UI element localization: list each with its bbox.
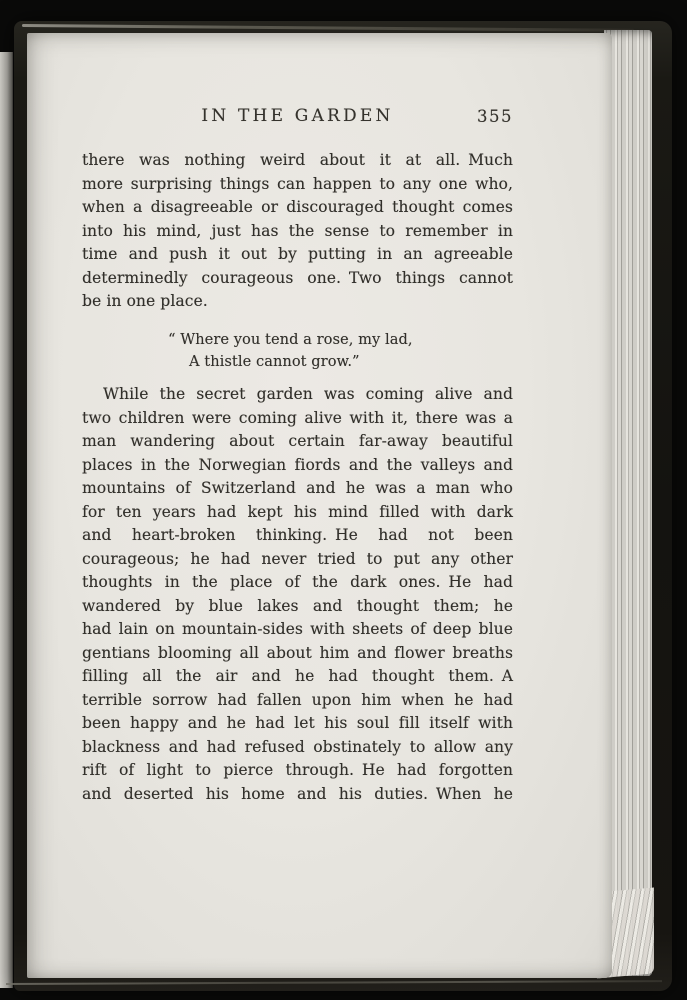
text-line: terrible sorrow had fallen upon him when he had: [82, 690, 513, 709]
book-page: [27, 33, 612, 978]
text-line: filling all the air and he had thought them. A: [82, 667, 513, 685]
text-line: for ten years had kept his mind filled with dark: [82, 502, 513, 521]
text-line: wandered by blue lakes and thought them; he: [82, 596, 513, 615]
text-line: there was nothing weird about it at all. Much: [82, 151, 513, 169]
paragraph-1: [82, 149, 513, 314]
text-line: time and push it out by putting in an agreeable: [82, 245, 513, 263]
verse-line: “ Where you tend a rose, my lad,: [168, 332, 413, 348]
text-line: more surprising things can happen to any one who,: [82, 174, 513, 193]
paragraph-2: [82, 383, 513, 806]
text-line: places in the Norwegian fiords and the valleys and: [82, 455, 513, 474]
text-line: While the secret garden was coming alive and: [103, 385, 513, 403]
text-line: courageous; he had never tried to put any other: [82, 549, 513, 568]
text-line: and deserted his home and his duties. When he: [82, 784, 513, 803]
text-line: determinedly courageous one. Two things cannot: [82, 268, 513, 287]
text-line: when a disagreeable or discouraged thought comes: [82, 198, 513, 216]
text-line: had lain on mountain-sides with sheets of deep blue: [82, 620, 513, 638]
text-line: man wandering about certain far-away beautiful: [82, 432, 513, 450]
running-header: [82, 106, 513, 130]
chapter-title: IN THE GARDEN: [201, 106, 394, 126]
text-line: two children were coming alive with it, there was a: [82, 408, 513, 427]
page-number: 355: [477, 107, 513, 126]
text-line: mountains of Switzerland and he was a man who: [82, 479, 513, 497]
verse-line: A thistle cannot grow.”: [189, 354, 360, 370]
text-line: into his mind, just has the sense to remember in: [82, 221, 513, 240]
text-line: be in one place.: [82, 292, 208, 310]
text-line: thoughts in the place of the dark ones. He had: [82, 573, 513, 591]
text-line: rift of light to pierce through. He had forgotten: [82, 761, 513, 779]
facing-page-edge: [0, 52, 13, 988]
text-line: gentians blooming all about him and flower breaths: [82, 643, 513, 662]
text-line: blackness and had refused obstinately to allow any: [82, 737, 513, 756]
text-line: been happy and he had let his soul fill itself with: [82, 714, 513, 732]
verse-quote: [168, 329, 478, 373]
text-line: and heart-broken thinking. He had not been: [82, 526, 513, 544]
